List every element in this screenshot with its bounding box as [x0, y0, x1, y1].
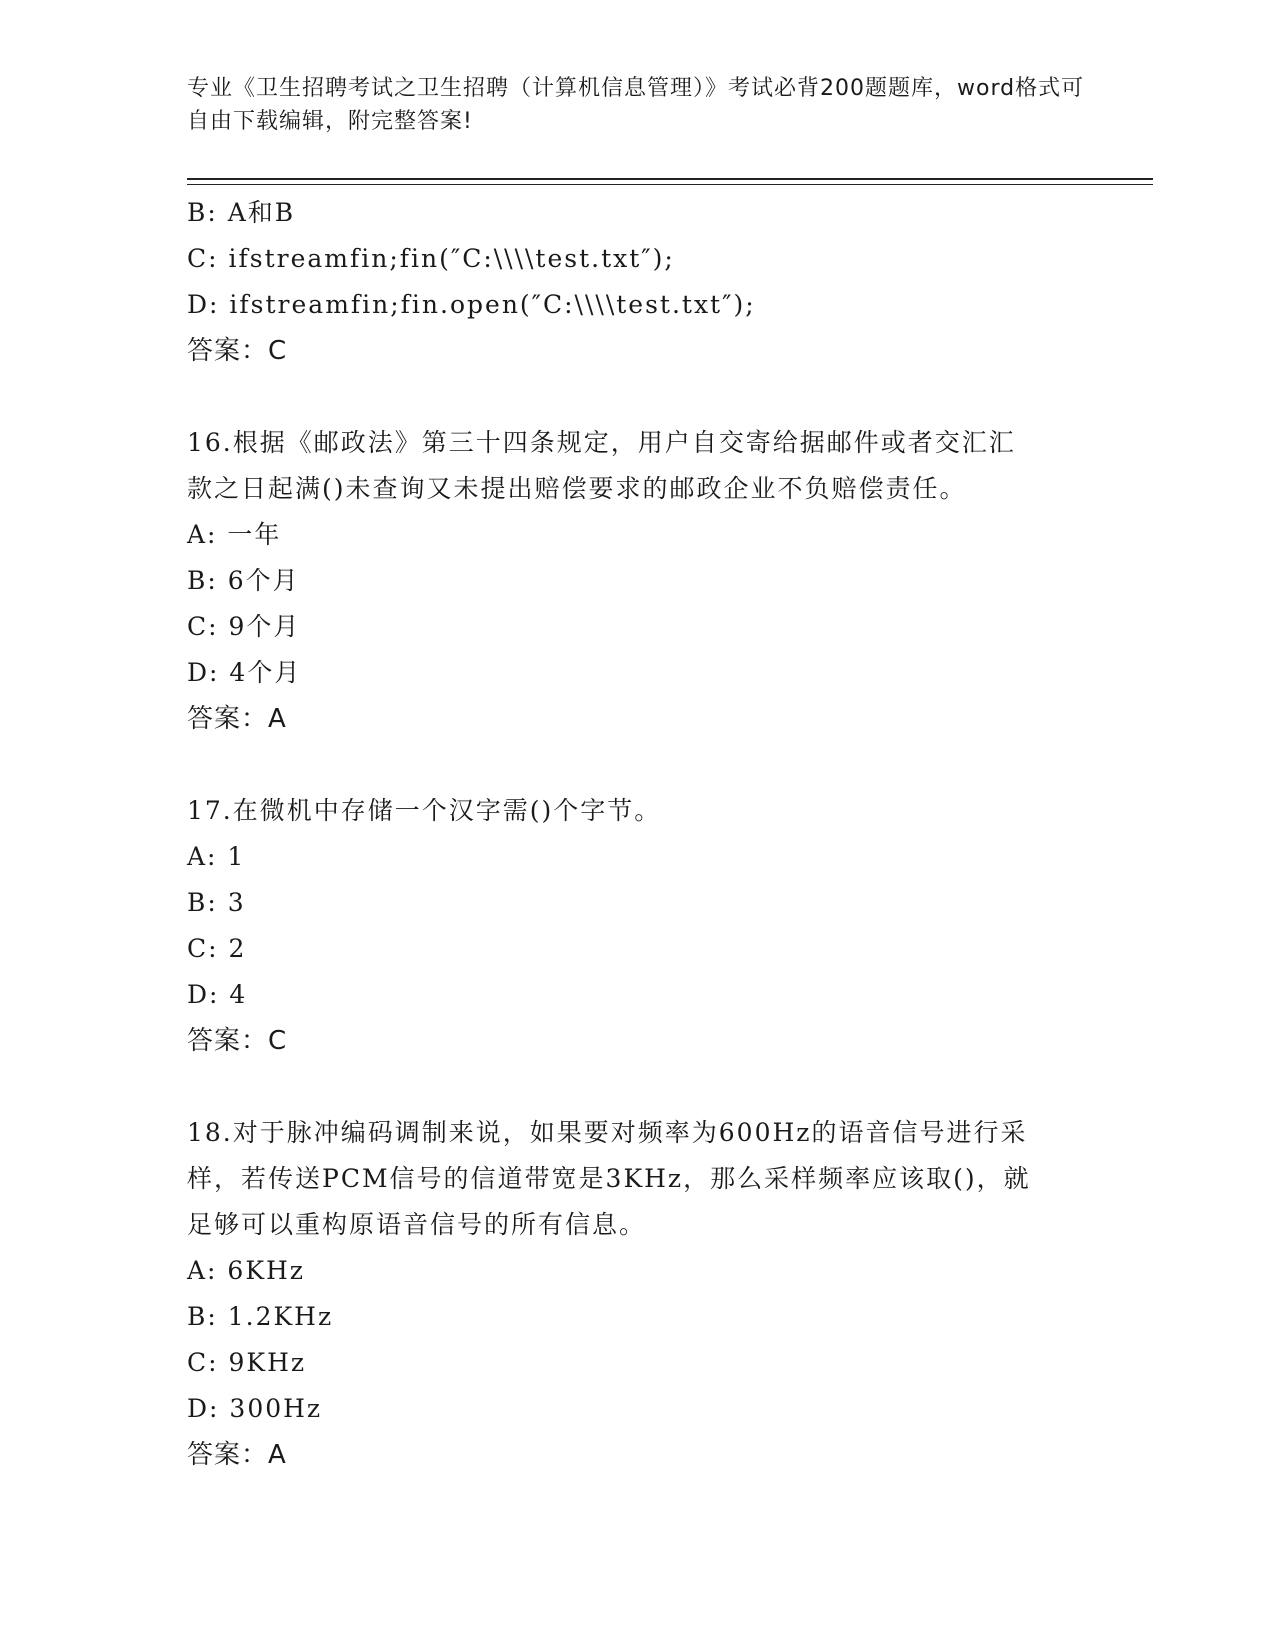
option-d: D: 4	[187, 980, 248, 1009]
option-d: D: ifstreamfin;fin.open(″C:\\\\test.txt″);	[187, 290, 756, 319]
option-c: C: 2	[187, 934, 247, 963]
question-stem: 17.在微机中存储一个汉字需()个字节。	[187, 796, 662, 825]
option-b: B: 1.2KHz	[187, 1302, 334, 1331]
answer: 答案：A	[187, 704, 287, 734]
answer: 答案：C	[187, 336, 288, 366]
question-15-continued	[187, 190, 1087, 374]
option-a: A: 一年	[187, 520, 282, 549]
spacer	[187, 374, 1087, 420]
header-rule-thin	[187, 184, 1153, 185]
option-c: C: 9KHz	[187, 1348, 307, 1377]
option-b: B: 6个月	[187, 566, 300, 595]
spacer	[187, 1064, 1087, 1110]
question-stem: 足够可以重构原语音信号的所有信息。	[187, 1210, 647, 1239]
question-stem: 16.根据《邮政法》第三十四条规定，用户自交寄给据邮件或者交汇汇	[187, 428, 1016, 457]
question-stem: 18.对于脉冲编码调制来说，如果要对频率为600Hz的语音信号进行采	[187, 1118, 1028, 1147]
option-c: C: 9个月	[187, 612, 301, 641]
option-a: A: 1	[187, 842, 246, 871]
answer: 答案：C	[187, 1026, 288, 1056]
option-b: B: 3	[187, 888, 246, 917]
question-18	[187, 1110, 1087, 1478]
question-stem: 款之日起满()未查询又未提出赔偿要求的邮政企业不负赔偿责任。	[187, 474, 967, 503]
option-d: D: 4个月	[187, 658, 302, 687]
question-stem: 样，若传送PCM信号的信道带宽是3KHz，那么采样频率应该取()，就	[187, 1164, 1031, 1193]
header-rule-thick	[187, 178, 1153, 180]
option-c: C: ifstreamfin;fin(″C:\\\\test.txt″);	[187, 244, 675, 273]
spacer	[187, 742, 1087, 788]
option-a: A: 6KHz	[187, 1256, 305, 1285]
question-17	[187, 788, 1087, 1064]
page-header: 专业《卫生招聘考试之卫生招聘（计算机信息管理）》考试必背200题题库，word格式可自由下载编辑，附完整答案!	[187, 76, 1085, 134]
option-b: B: A和B	[187, 198, 296, 227]
question-16	[187, 420, 1087, 742]
option-d: D: 300Hz	[187, 1394, 323, 1423]
document-body	[187, 190, 1087, 1478]
answer: 答案：A	[187, 1440, 287, 1470]
